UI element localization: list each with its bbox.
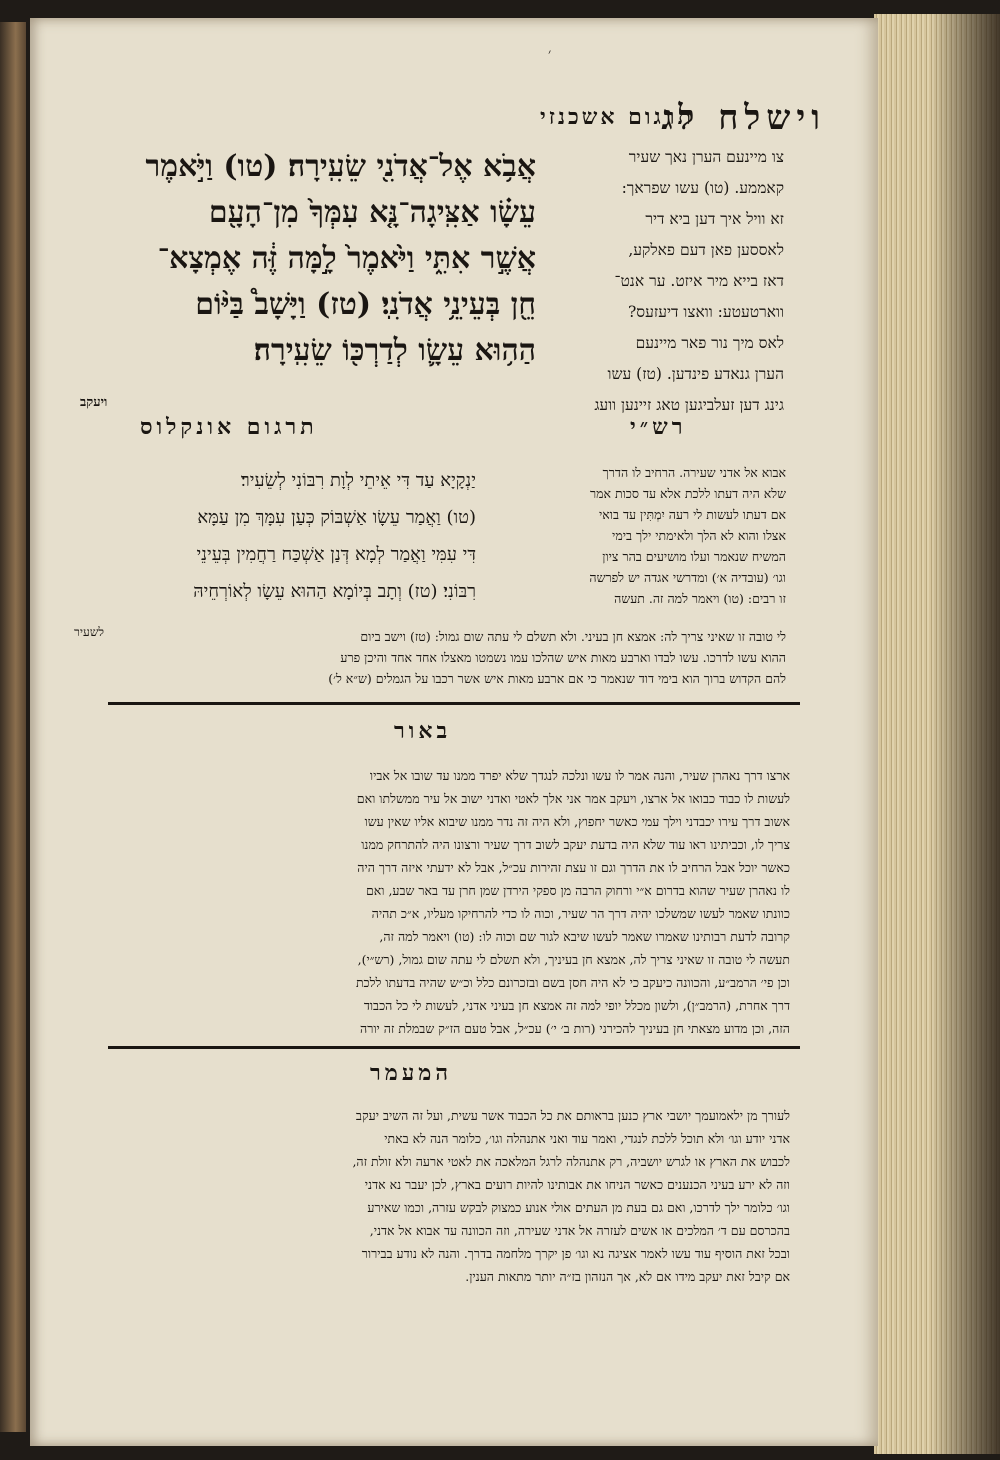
previous-page-edge <box>0 22 26 1432</box>
beur-line: לו נאהרן שעיר שהוא בדרום א״י ורחוק הרבה מן ספקי הירדן שמן חרן עד באר שבע, ואם <box>365 883 790 898</box>
yiddish-line: ווארטעטע: וואצו דיעזעס? <box>627 303 784 321</box>
rashi-wide-line: לי טובה זו שאיני צריך לה: אמצא חן בעיני. ולא תשלם לי עתה שום גמול: (טז) וישב ביום <box>360 629 786 644</box>
beur-line: קרובה לדעת רבותינו שאמרו שאמר לעשו שיבא לגור שם וכוה לו: (טו) ויאמר למה זה, <box>379 929 790 944</box>
yiddish-line: זא וויל איך דען ביא דיר <box>645 210 784 228</box>
onkelos-heading: תרגום אונקלוס <box>140 414 318 440</box>
beur-line: אשוב דרך עירו יכבדני וילך עמי כאשר יחפוץ, ולא היה זה נדר ממנו שיבוא אליו שאין עשו <box>364 814 790 829</box>
rashi-heading: רש״י <box>630 414 687 440</box>
rashi-line: וגו׳ (עובדיה א׳) ומדרשי אגדה יש לפרשה <box>589 570 786 585</box>
beur-line: ארצו דרך נאהרן שעיר, והנה אמר לו עשו ונלכה לנגדך שלא יפרד ממנו עד שובו אל אביו <box>369 768 790 783</box>
book-page <box>30 18 878 1446</box>
maamar-line: ובכל זאת הוסיף עוד עשו לאמר אציגה נא וגו׳ פן יקרך מלחמה בדרך. והנה לא נודע בבירור <box>361 1246 790 1261</box>
yiddish-line: קאממע. (טו) עשו שפראך: <box>621 179 784 197</box>
beur-line: כאשר יוכל אבל הרחיב לו את הדרך וגם זו עצת זהירות עכ״ל, אבל לא ידעתי איזה דרך היה <box>357 860 790 875</box>
yiddish-translation-block <box>540 142 784 421</box>
onkelos-line: (טו) וַאֲמַר עֵשָׂו אַשְׁבּוֹק כְּעַן עִמָּךְ מִן עַמָּא <box>197 507 476 528</box>
maamar-line: בהכרסם עם ד׳ המלכים או אשים לעזרה אל אדני שעירה, וזה הכוונה עד אבוא אל אדני, <box>369 1223 790 1238</box>
rashi-line: אם דעתו לעשות לי רעה יִמְתִּין עד בואי <box>598 507 786 522</box>
maamar-line: אם קיבל זאת יעקב מידו אם לא, אך הנזהון בז״ה יותר מתאות הענין. <box>465 1269 790 1284</box>
maamar-line: לעורך מן ילאמועמך יושבי ארץ כנען בראותם את כל הכבוד אשר עשית, ועל זה השיב יעקב <box>355 1108 790 1123</box>
yiddish-line: צו מיינעם הערן נאך שעיר <box>628 148 784 166</box>
onkelos-line: יַנְקָיָא עַד דִּי אֵיתֵי לְוָת רִבּוֹנִי לְשֵׂעִיר׃ <box>240 470 476 491</box>
yiddish-line: דאז בייא מיר איזט. ער אנט־ <box>614 272 784 290</box>
verse-line: חֵ֖ן בְּעֵינֵ֥י אֲדֹנִֽי׃ (טז) וַיָּשָׁב֩ בַּיּ֨וֹם <box>195 287 536 322</box>
maamar-line: אדני יודע וגו׳ ולא תוכל ללכת לנגדי, ואמר עוד ואני אתנהלה וגו׳, כלומר הנה לא באתי <box>384 1131 790 1146</box>
beur-block <box>106 764 790 1040</box>
onkelos-line: דִּי עִמִּי וַאֲמַר לְמָא דְּנַן אַשְׁכַּח רַחֲמִין בְּעֵינֵי <box>196 544 476 565</box>
torah-verse-block <box>66 144 536 410</box>
maamar-heading: המעמר <box>370 1060 452 1086</box>
verse-line: אֲשֶׁ֣ר אִתִּ֑י וַיֹּ֙אמֶר֙ לָ֣מָּה זֶּ֔ה אֶמְצָא־ <box>157 241 536 276</box>
rashi-block <box>486 462 786 609</box>
maamar-line: וגו׳ כלומר ילך לדרכו, ואם גם בעת מן העתים אולי אנוע כמצוק לבקש עזרה, וכמו שאירע <box>367 1200 790 1215</box>
verse-line: אֲבֹ֥א אֶל־אֲדֹנִ֖י שֵׂעִֽירָה׃ (טו) וַיֹּ֣אמֶר <box>145 149 536 184</box>
section-divider <box>108 702 800 705</box>
yiddish-line: גינג דען זעלביגען טאג זיינען וועג <box>594 396 784 414</box>
beur-line: כוונתו שאמר לעשו שמשלכו יהיה דרך הר שעיר, וכוה לו כדי להרחיקו מעליו, א״כ תהיה <box>371 906 790 921</box>
rashi-wide-block <box>106 626 786 689</box>
beur-line: הזה, וכן מדוע מצאתי חן בעיניך להכירני (רות ב׳ י׳) עכ״ל, אבל טעם הז״ק שבמלת זה יורה <box>360 1021 790 1036</box>
maamar-line: וזה לא ירע בעיני הכנענים כאשר הניחו את אבותינו להיות רועים בארץ, לכן יעבר נא אדני <box>364 1177 790 1192</box>
section-divider <box>108 1046 800 1049</box>
verse-line: הַה֥וּא עֵשָׂ֛ו לְדַרְכּ֖וֹ שֵׂעִֽירָה׃ <box>253 333 536 368</box>
beur-line: תעשה לי טובה זו שאיני צריך לה, אמצא חן בעיניך, ולא תשלם לי עתה שום גמול, (רש״י), <box>357 952 790 967</box>
onkelos-catchword: לשעיר <box>74 625 104 639</box>
beur-line: לעשות לו כבוד כבואו אל ארצו, ויעקב אמר אני אלך לאטי ואדני ישוב אל עיר ממשלתו ואם <box>356 791 790 806</box>
rashi-line: אבוא אל אדני שעירה. הרחיב לו הדרך <box>602 465 786 480</box>
running-header-parasha: וישלח לג <box>661 98 826 138</box>
page-mark: ׳ <box>548 46 552 62</box>
rashi-line: אצלו והוא לא הלך ולאימתי ילך בימי <box>612 528 786 543</box>
yiddish-line: הערן גנאדע פינדען. (טז) עשו <box>607 365 784 383</box>
verse-catchword: ויעקב <box>80 395 108 410</box>
beur-line: דרך אחרת, (הרמב״ן), ולשון מכלל יופי למה זה אמצא חן בעיני אדני, לעשות לי כל הכבוד <box>363 998 790 1013</box>
running-header-translation: תרגום אשכנזי <box>540 104 695 130</box>
yiddish-line: לאססען פאן דעם פאלקע, <box>628 241 784 259</box>
beur-line: וכן פי׳ הרמב״ע, והכוונה כיעקב כי לא היה חסן בשם ובזכרונם כלל וכ״ש שהיה בדעתו ללכת <box>355 975 790 990</box>
rashi-wide-line: להם הקדוש ברוך הוא בימי דוד שנאמר כי אם ארבע מאות איש אשר רכבו על הגמלים (ש״א ל׳) <box>328 671 786 686</box>
beur-line: צריך לו, וכביתינו ראו עוד שלא היה בדעת יעקב לשוב דרך שעיר ורצונו היה להתרחק ממנו <box>361 837 790 852</box>
beur-heading: באור <box>394 718 452 744</box>
yiddish-line: לאס מיך נור פאר מיינעם <box>635 334 784 352</box>
rashi-line: זו רבים: (טו) ויאמר למה זה. תעשה <box>614 591 786 606</box>
verse-line: עֵשָׂ֗ו אַצִּֽיגָה־נָּ֤א עִמְּךָ֙ מִן־הָעָ֖ם <box>208 195 536 230</box>
maamar-line: לכבוש את הארץ או לגרש יושביה, רק אתנהלה לרגל המלאכה את לאטי ארעה ולא זולת זה, <box>352 1154 790 1169</box>
binding-shadow <box>930 14 1000 1454</box>
rashi-wide-line: ההוא עשו לדרכו. עשו לבדו וארבע מאות איש שהלכו עמו נשמטו מאצלו אחד אחד והיכן פרע <box>340 650 786 665</box>
rashi-line: המשיח שנאמר ועלו מושיעים בהר ציון <box>602 549 786 564</box>
rashi-line: שלא היה דעתו ללכת אלא עד סכות אמר <box>589 486 786 501</box>
maamar-block <box>106 1104 790 1288</box>
onkelos-line: רִבּוֹנִי׃ (טז) וְתָב בְּיוֹמָא הַהוּא עֵשָׂו לְאוֹרְחֵיהּ <box>193 581 476 602</box>
onkelos-block <box>66 462 476 639</box>
